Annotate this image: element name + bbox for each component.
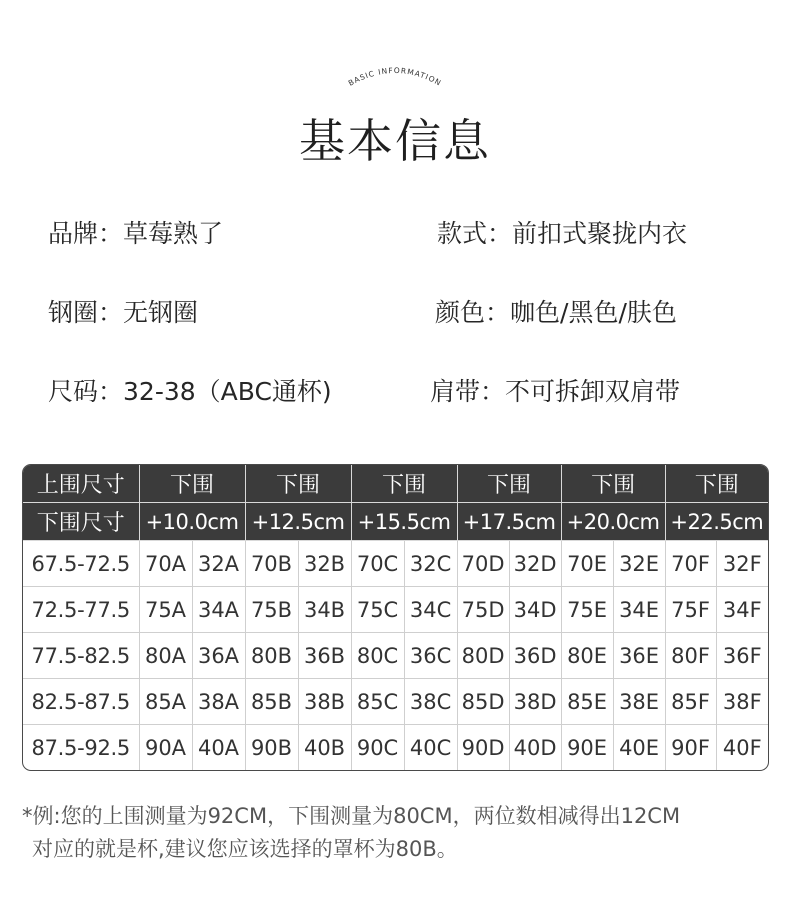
size-cell: 38C <box>404 679 457 725</box>
size-cell: 32E <box>613 541 665 587</box>
group-header-diff: +10.0cm <box>139 503 245 541</box>
size-cell: 90F <box>665 725 716 771</box>
group-header-label: 下围 <box>351 465 457 503</box>
size-cell: 36D <box>509 633 561 679</box>
size-cell: 85E <box>561 679 613 725</box>
size-cell: 70C <box>351 541 404 587</box>
size-cell: 80C <box>351 633 404 679</box>
svg-text:BASIC INFORMATION <box>347 66 443 88</box>
table-header-row-2 <box>23 503 768 541</box>
size-cell: 75E <box>561 587 613 633</box>
size-cell: 32C <box>404 541 457 587</box>
group-header-diff: +15.5cm <box>351 503 457 541</box>
strap-label: 肩带： <box>430 377 506 406</box>
size-cell: 40A <box>192 725 245 771</box>
size-cell: 40B <box>298 725 351 771</box>
subtitle-en: BASIC INFORMATION <box>346 65 444 88</box>
underbust-range-cell: 72.5-77.5 <box>23 587 139 633</box>
size-cell: 75B <box>245 587 298 633</box>
size-cell: 75F <box>665 587 716 633</box>
group-header-label: 下围 <box>245 465 351 503</box>
style-label: 款式： <box>437 219 513 248</box>
note-line-2: 对应的就是杯,建议您应该选择的罩杯为80B。 <box>32 837 458 861</box>
size-cell: 34A <box>192 587 245 633</box>
size-cell: 36B <box>298 633 351 679</box>
group-header-diff: +20.0cm <box>561 503 665 541</box>
size-cell: 85F <box>665 679 716 725</box>
size-cell: 34C <box>404 587 457 633</box>
size-cell: 75A <box>139 587 192 633</box>
page-title: 基本信息 <box>299 114 491 168</box>
brand-value: 草莓熟了 <box>123 219 224 248</box>
size-cell: 40E <box>613 725 665 771</box>
brand-label: 品牌： <box>48 219 124 248</box>
size-cell: 70E <box>561 541 613 587</box>
group-header-diff: +22.5cm <box>665 503 768 541</box>
size-cell: 85D <box>457 679 509 725</box>
size-example-note <box>22 800 680 866</box>
size-cell: 90B <box>245 725 298 771</box>
info-strap <box>430 379 680 404</box>
size-cell: 70D <box>457 541 509 587</box>
underbust-range-cell: 87.5-92.5 <box>23 725 139 771</box>
size-cell: 75D <box>457 587 509 633</box>
table-header-row-1 <box>23 465 768 503</box>
color-value: 咖色/黑色/肤色 <box>510 298 677 327</box>
size-cell: 85B <box>245 679 298 725</box>
size-cell: 32D <box>509 541 561 587</box>
strap-value: 不可拆卸双肩带 <box>505 377 681 406</box>
size-cell: 80D <box>457 633 509 679</box>
table-row <box>23 587 768 633</box>
size-cell: 36E <box>613 633 665 679</box>
size-cell: 36A <box>192 633 245 679</box>
size-cell: 70F <box>665 541 716 587</box>
table-row <box>23 679 768 725</box>
underbust-range-cell: 77.5-82.5 <box>23 633 139 679</box>
size-cell: 32A <box>192 541 245 587</box>
size-cell: 70B <box>245 541 298 587</box>
table-row <box>23 633 768 679</box>
size-cell: 40D <box>509 725 561 771</box>
underbust-range-cell: 82.5-87.5 <box>23 679 139 725</box>
size-cell: 32B <box>298 541 351 587</box>
size-cell: 36C <box>404 633 457 679</box>
size-cell: 38A <box>192 679 245 725</box>
info-wire <box>48 300 198 325</box>
info-style <box>437 221 687 246</box>
basic-information-arc-caption <box>335 52 455 92</box>
info-color <box>435 300 677 325</box>
size-cell: 85C <box>351 679 404 725</box>
corner-bottom-cell: 下围尺寸 <box>23 503 139 541</box>
color-label: 颜色： <box>435 298 511 327</box>
size-cell: 38B <box>298 679 351 725</box>
size-cell: 32F <box>716 541 768 587</box>
size-cell: 38F <box>716 679 768 725</box>
info-brand <box>48 221 223 246</box>
size-cell: 80B <box>245 633 298 679</box>
table-row <box>23 541 768 587</box>
group-header-label: 下围 <box>457 465 561 503</box>
size-cell: 40F <box>716 725 768 771</box>
info-size <box>48 379 332 404</box>
size-table <box>22 464 769 771</box>
size-cell: 90E <box>561 725 613 771</box>
table-row <box>23 725 768 771</box>
group-header-diff: +17.5cm <box>457 503 561 541</box>
size-cell: 80F <box>665 633 716 679</box>
size-cell: 40C <box>404 725 457 771</box>
group-header-diff: +12.5cm <box>245 503 351 541</box>
size-cell: 90D <box>457 725 509 771</box>
size-cell: 34F <box>716 587 768 633</box>
wire-value: 无钢圈 <box>123 298 199 327</box>
style-value: 前扣式聚拢内衣 <box>512 219 688 248</box>
size-value: 32-38（ABC通杯) <box>123 377 332 406</box>
size-cell: 80A <box>139 633 192 679</box>
size-cell: 36F <box>716 633 768 679</box>
group-header-label: 下围 <box>561 465 665 503</box>
size-label: 尺码： <box>48 377 124 406</box>
group-header-label: 下围 <box>139 465 245 503</box>
size-cell: 75C <box>351 587 404 633</box>
size-cell: 38D <box>509 679 561 725</box>
size-cell: 80E <box>561 633 613 679</box>
size-cell: 70A <box>139 541 192 587</box>
size-cell: 34D <box>509 587 561 633</box>
note-line-1: *例:您的上围测量为92CM，下围测量为80CM，两位数相减得出12CM <box>22 804 681 828</box>
size-cell: 90A <box>139 725 192 771</box>
underbust-range-cell: 67.5-72.5 <box>23 541 139 587</box>
wire-label: 钢圈： <box>48 298 124 327</box>
size-cell: 34B <box>298 587 351 633</box>
group-header-label: 下围 <box>665 465 768 503</box>
size-cell: 34E <box>613 587 665 633</box>
size-cell: 85A <box>139 679 192 725</box>
corner-top-cell: 上围尺寸 <box>23 465 139 503</box>
size-cell: 38E <box>613 679 665 725</box>
size-cell: 90C <box>351 725 404 771</box>
